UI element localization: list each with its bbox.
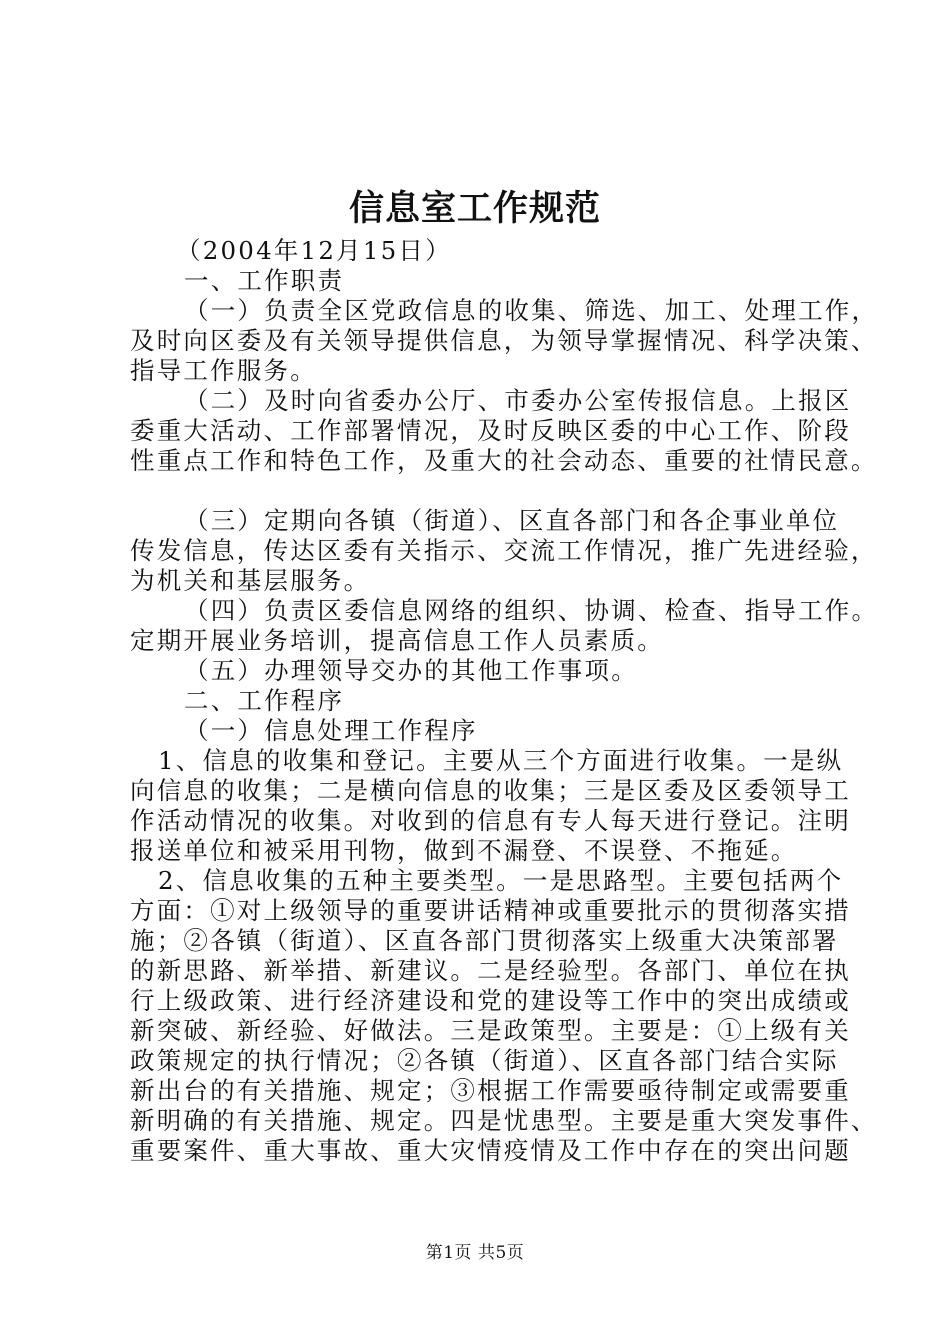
paragraph-line: 政策规定的执行情况；②各镇（街道）、区直各部门结合实际 <box>130 1046 839 1075</box>
paragraph-line: （二）及时向省委办公厅、市委办公室传报信息。上报区 <box>184 386 852 415</box>
paragraph-line: （四）负责区委信息网络的组织、协调、检查、指导工作。 <box>184 596 879 625</box>
paragraph-line: 新出台的有关措施、规定；③根据工作需要亟待制定或需要重 <box>130 1076 851 1105</box>
paragraph-line: 向信息的收集；二是横向信息的收集；三是区委及区委领导工 <box>130 776 851 805</box>
section-heading-procedures: 二、工作程序 <box>184 686 345 715</box>
paragraph-line: 行上级政策、进行经济建设和党的建设等工作中的突出成绩或 <box>130 986 851 1015</box>
paragraph-line: （一）负责全区党政信息的收集、筛选、加工、处理工作， <box>184 296 879 325</box>
paragraph-line: 方面：①对上级领导的重要讲话精神或重要批示的贯彻落实措 <box>130 896 851 925</box>
paragraph-line: （三）定期向各镇（街道）、区直各部门和各企事业单位 <box>184 506 840 535</box>
paragraph-line: 新突破、新经验、好做法。三是政策型。主要是：①上级有关 <box>130 1016 851 1045</box>
paragraph-line: 的新思路、新举措、新建议。二是经验型。各部门、单位在执 <box>130 956 851 985</box>
blank-line <box>130 476 852 506</box>
page-number-footer: 第1页 共5页 <box>425 1243 525 1263</box>
paragraph-line: 作活动情况的收集。对收到的信息有专人每天进行登记。注明 <box>130 806 851 835</box>
paragraph-line: 2、信息收集的五种主要类型。一是思路型。主要包括两个 <box>158 866 844 895</box>
document-title: 信息室工作规范 <box>348 188 601 229</box>
paragraph-line: 委重大活动、工作部署情况，及时反映区委的中心工作、阶段 <box>130 416 851 445</box>
paragraph-line: 传发信息，传达区委有关指示、交流工作情况，推广先进经验， <box>130 536 878 565</box>
paragraph-line: 报送单位和被采用刊物，做到不漏登、不误登、不拖延。 <box>130 836 798 865</box>
document-date: （2004年12月15日） <box>176 236 452 265</box>
subsection-heading: （一）信息处理工作程序 <box>184 716 478 745</box>
paragraph-line: 1、信息的收集和登记。主要从三个方面进行收集。一是纵 <box>158 746 844 775</box>
paragraph-line: 及时向区委及有关领导提供信息，为领导掌握情况、科学决策、 <box>130 326 878 355</box>
paragraph-line: 新明确的有关措施、规定。四是忧患型。主要是重大突发事件、 <box>130 1106 878 1135</box>
paragraph-line: 定期开展业务培训，提高信息工作人员素质。 <box>130 626 664 655</box>
section-heading-duties: 一、工作职责 <box>184 266 345 295</box>
paragraph-line: 性重点工作和特色工作，及重大的社会动态、重要的社情民意。 <box>130 446 878 475</box>
paragraph-line: 指导工作服务。 <box>130 356 317 385</box>
document-body <box>130 236 879 1166</box>
paragraph-line: 为机关和基层服务。 <box>130 566 371 595</box>
paragraph-line: （五）办理领导交办的其他工作事项。 <box>184 656 638 685</box>
paragraph-line: 施；②各镇（街道）、区直各部门贯彻落实上级重大决策部署 <box>130 926 839 955</box>
paragraph-line: 重要案件、重大事故、重大灾情疫情及工作中存在的突出问题 <box>130 1136 851 1165</box>
